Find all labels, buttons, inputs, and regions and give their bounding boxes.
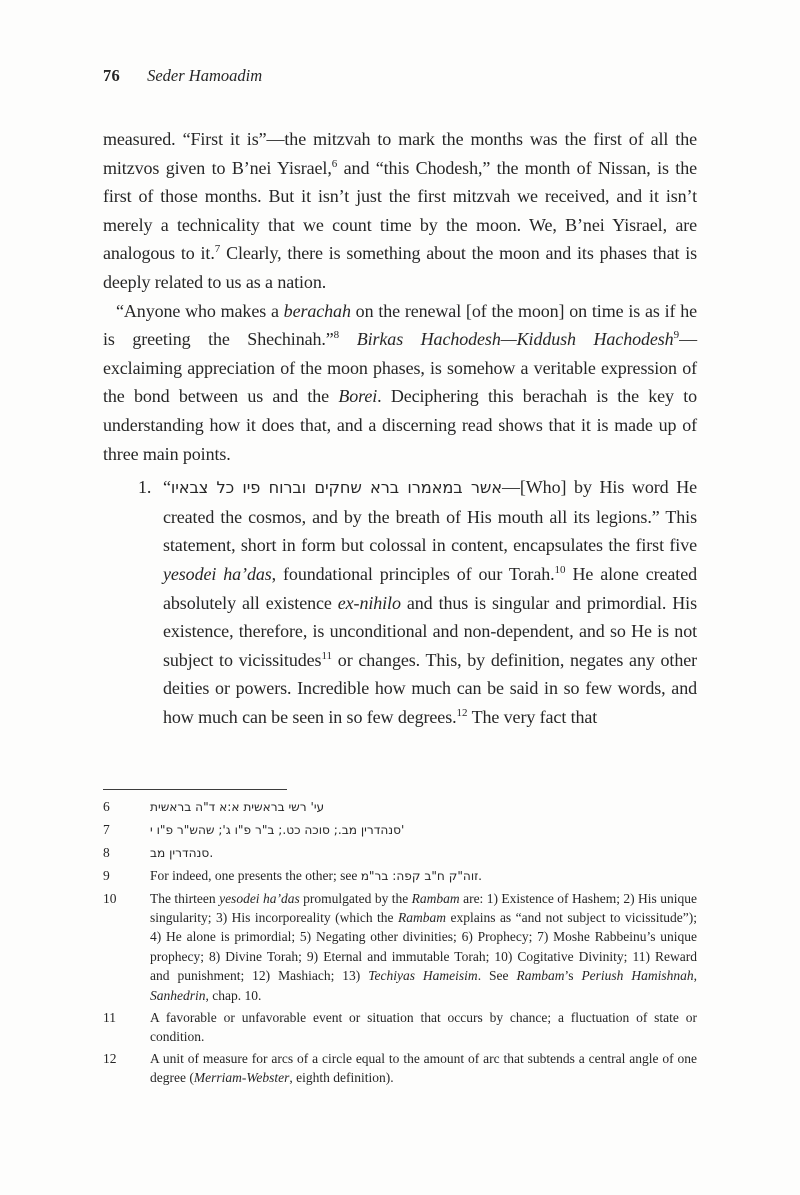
footnote-text: עי' רשי בראשית א:א ד"ה בראשית	[150, 800, 325, 814]
footnote-text: סנהדרין מב.	[150, 845, 214, 860]
book-title: Seder Hamoadim	[147, 66, 263, 85]
page-header	[103, 66, 697, 86]
footnote-item	[103, 1008, 697, 1047]
list-item-text: “אשר במאמרו ברא שחקים וברוח פיו כל צבאיו—[Who] by His word He created the cosmos, and by the breath of His mouth all its legions.” This statement, short in form but colossal in content, encapsulates the first five yesodei ha’das, foundational principles of our Torah.$^{10}$ He alone created absolutely all existence ex-nihilo and thus is singular and primordial. His existence, therefore, is unconditional and non-dependent, and so He is not subject to vicissitudes$^{11}$ or changes. This, by definition, negates any other deities or powers. Incredible how much can be said in so few words, and how much can be seen in so few degrees.$^{12}$ The very fact that	[163, 477, 697, 727]
footnote-number: 12	[103, 1050, 117, 1066]
footnote-text: סנהדרין מב.; סוכה כט.; ב"ר פ"ו ג'; שהש"ר פ"ו י'	[150, 822, 405, 837]
footnote-item	[103, 797, 697, 817]
paragraph-1: measured. “First it is”—the mitzvah to mark the months was the first of all the mitzvos given to B’nei Yisrael,$^6$ and “this Chodesh,” the month of Nissan, is the first of those months. But it isn’t just the first mitzvah we received, and it isn’t merely a technicality that we count time by the moon. We, B’nei Yisrael, are analogous to it.$^7$ Clearly, there is something about the moon and its phases that is deeply related to us as a nation.	[103, 129, 698, 292]
footnote-item	[103, 843, 697, 863]
page-number: 76	[103, 66, 121, 85]
footnote-number: 8	[103, 844, 110, 860]
paragraph-2: “Anyone who makes a berachah on the renewal [of the moon] on time is as if he is greeting the Shechinah.”$^8$ Birkas Hachodesh—Kiddush Hachodesh$^9$—exclaiming appreciation of the moon phases, is somehow a veritable expression of the bond between us and the Borei. Deciphering this berachah is the key to understanding how it does that, and a discerning read shows that it is made up of three main points.	[103, 300, 697, 464]
footnote-item	[103, 1049, 697, 1088]
footnote-text: A unit of measure for arcs of a circle equal to the amount of arc that subtends a central angle of one degree (Merriam-Webster, eighth definition).	[150, 1050, 697, 1086]
footnote-item	[103, 820, 697, 840]
footnote-text: For indeed, one presents the other; see זוה"ק ח"ב קפה: בר"מ.	[150, 867, 482, 883]
main-text	[103, 125, 697, 731]
footnotes-list	[103, 797, 697, 1088]
list-item-marker: 1.	[138, 477, 152, 498]
footnote-number: 6	[103, 799, 110, 814]
footnote-number: 11	[103, 1009, 116, 1025]
footnote-text: The thirteen yesodei ha’das promulgated by the Rambam are: 1) Existence of Hashem; 2) His unique singularity; 3) His incorporeality (which the Rambam explains as “and not subject to vicissitude”); 4) He alone is primordial; 5) Negating other divinities; 6) Prophecy; 7) Moshe Rabbeinu’s unique prophecy; 8) Divine Torah; 9) Eternal and immutable Torah; 10) Cogitative Divinity; 11) Reward and punishment; 12) Mashiach; 13) Techiyas Hameisim. See Rambam’s Periush Hamishnah, Sanhedrin, chap. 10.	[150, 890, 698, 1003]
footnotes-section	[103, 797, 697, 1090]
numbered-list-item-1	[103, 473, 697, 731]
footnote-text: A favorable or unfavorable event or situation that occurs by chance; a fluctuation of state or condition.	[150, 1009, 697, 1044]
footnote-number: 10	[103, 890, 117, 906]
footnote-divider	[103, 789, 287, 790]
footnote-number: 7	[103, 821, 110, 837]
footnote-item	[103, 889, 697, 1005]
footnote-item	[103, 866, 697, 886]
footnote-number: 9	[103, 867, 110, 883]
